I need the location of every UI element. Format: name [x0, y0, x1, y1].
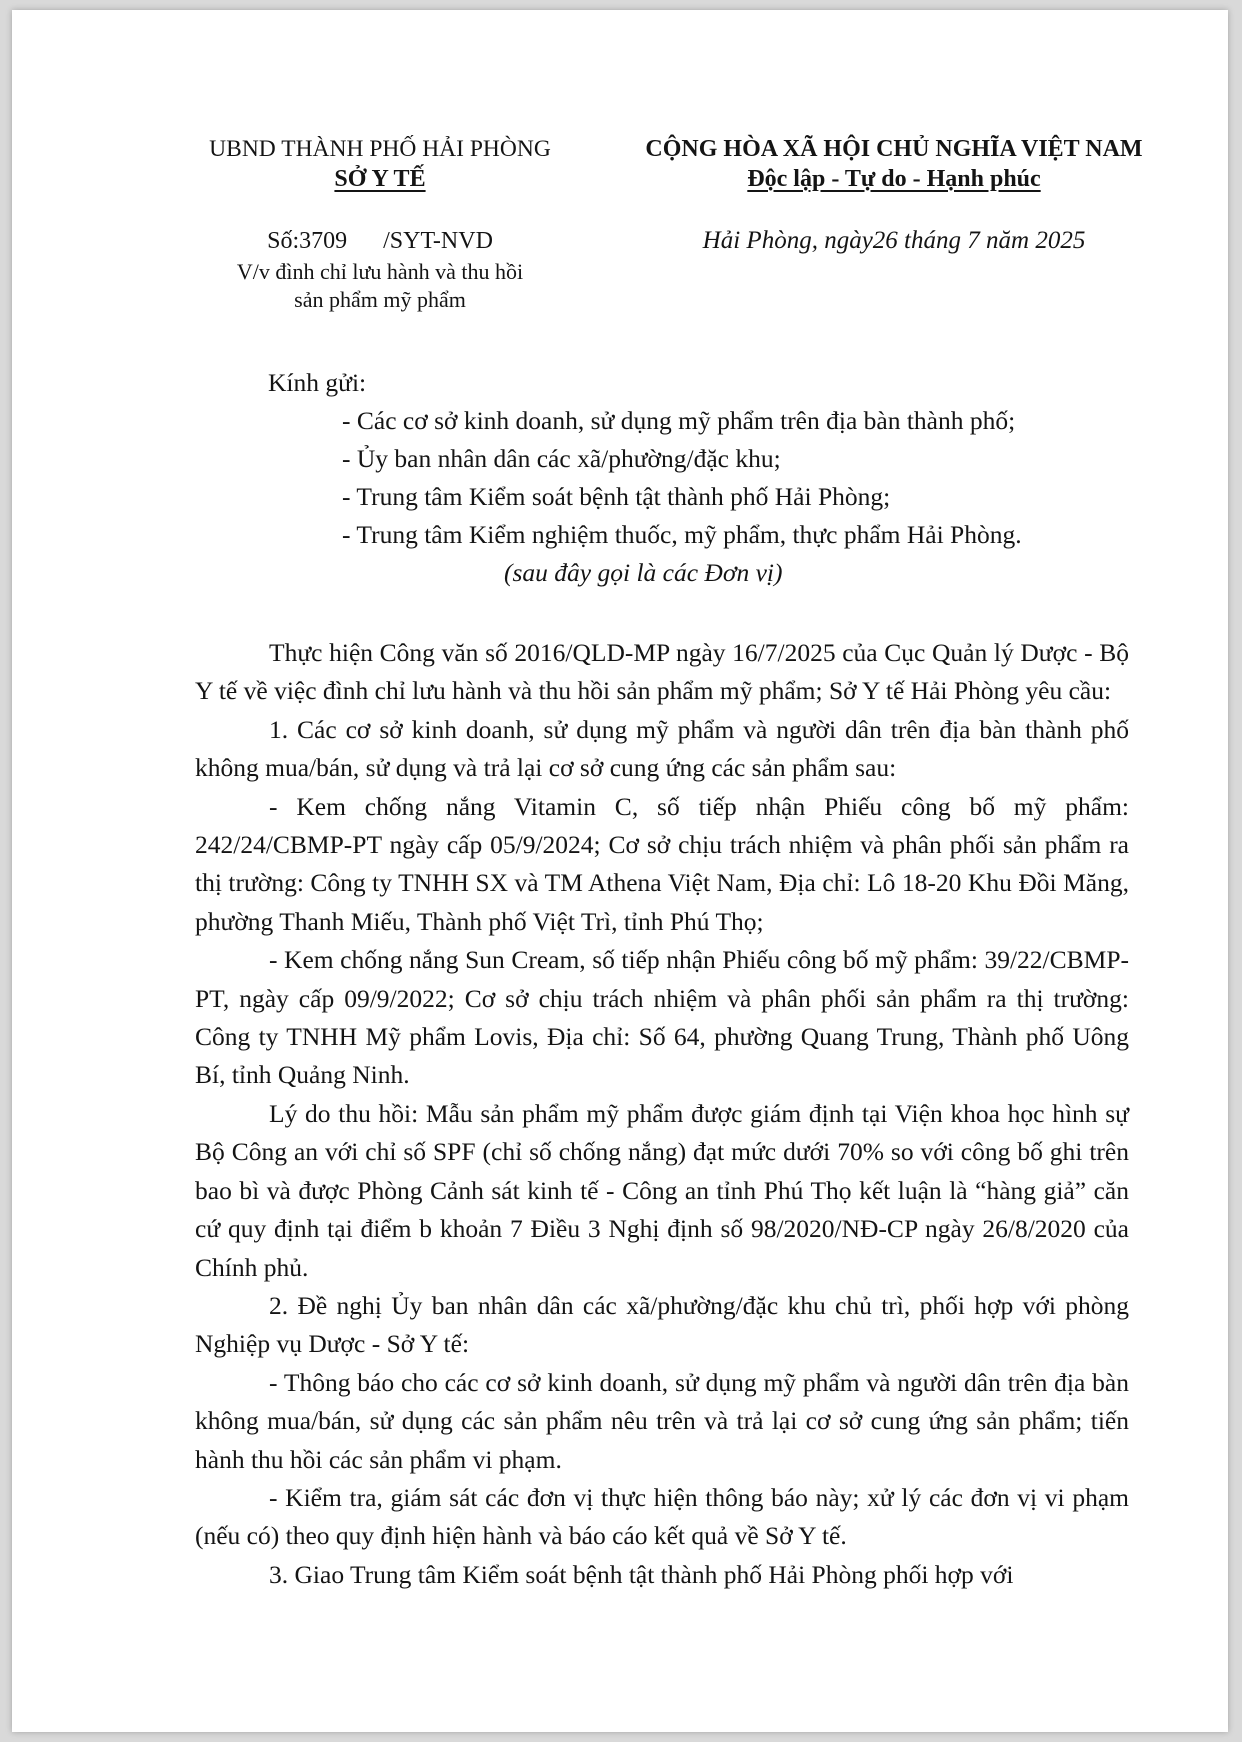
date-month: 7: [967, 227, 980, 254]
national-motto: Độc lập - Tự do - Hạnh phúc: [747, 166, 1041, 192]
document-subject: [180, 258, 580, 314]
body-paragraph: - Kiểm tra, giám sát các đơn vị thực hiện thông báo này; xử lý các đơn vị vi phạm (nếu có) theo quy định hiện hành và báo cáo kết quả về Sở Y tế.: [195, 1482, 1129, 1551]
document-number-suffix: /SYT-NVD: [383, 228, 493, 254]
recipients-block: [268, 364, 1168, 592]
body-paragraph: Lý do thu hồi: Mẫu sản phẩm mỹ phẩm được giám định tại Viện khoa học hình sự Bộ Công an với chỉ số SPF (chỉ số chống nắng) đạt mức dưới 70% so với công bố ghi trên bao bì và được Phòng Cảnh sát kinh tế - Công an tỉnh Phú Thọ kết luận là “hàng giả” căn cứ quy định tại điểm b khoản 7 Điều 3 Nghị định số 98/2020/NĐ-CP ngày 26/8/2020 của Chính phủ.: [195, 1098, 1129, 1282]
body-paragraph: 2. Đề nghị Ủy ban nhân dân các xã/phường/đặc khu chủ trì, phối hợp với phòng Nghiệp vụ Dược - Sở Y tế:: [195, 1290, 1129, 1359]
body-paragraph: - Kem chống nắng Sun Cream, số tiếp nhận Phiếu công bố mỹ phẩm: 39/22/CBMP-PT, ngày cấp 09/9/2022; Cơ sở chịu trách nhiệm và phân phối sản phẩm ra thị trường: Công ty TNHH Mỹ phẩm Lovis, Địa chỉ: Số 64, phường Quang Trung, Thành phố Uông Bí, tỉnh Quảng Ninh.: [195, 945, 1129, 1090]
issuer-organization: UBND THÀNH PHỐ HẢI PHÒNG: [209, 136, 551, 162]
recipients-hereafter-note: (sau đây gọi là các Đơn vị): [504, 558, 783, 587]
document-number: [180, 226, 580, 256]
recipient-item: - Trung tâm Kiểm soát bệnh tật thành phố Hải Phòng;: [342, 482, 891, 511]
body-paragraph: - Thông báo cho các cơ sở kinh doanh, sử dụng mỹ phẩm và người dân trên địa bàn không mua/bán, sử dụng các sản phẩm nêu trên và trả lại cơ sở cung ứng sản phẩm; tiến hành thu hồi các sản phẩm vi phạm.: [195, 1367, 1129, 1474]
date-day: 26: [872, 227, 898, 254]
date-year: 2025: [1035, 227, 1086, 254]
document-subject-line: sản phẩm mỹ phẩm: [294, 287, 466, 312]
document-date: [624, 226, 1164, 256]
recipient-item: - Các cơ sở kinh doanh, sử dụng mỹ phẩm trên địa bàn thành phố;: [342, 406, 1016, 435]
recipient-item: - Trung tâm Kiểm nghiệm thuốc, mỹ phẩm, thực phẩm Hải Phòng.: [342, 520, 1022, 549]
recipients-greeting: Kính gửi:: [268, 368, 367, 397]
document-number-prefix: Số:3709: [267, 228, 348, 254]
document-page: [12, 10, 1228, 1732]
nation-title: CỘNG HÒA XÃ HỘI CHỦ NGHĨA VIỆT NAM: [645, 136, 1143, 162]
body-paragraph: 3. Giao Trung tâm Kiểm soát bệnh tật thành phố Hải Phòng phối hợp với: [269, 1559, 1014, 1589]
document-body: [195, 634, 1129, 1594]
body-paragraph: 1. Các cơ sở kinh doanh, sử dụng mỹ phẩm và người dân trên địa bàn thành phố không mua/bán, sử dụng và trả lại cơ sở cung ứng các sản phẩm sau:: [195, 714, 1129, 783]
document-subject-line: V/v đình chỉ lưu hành và thu hồi: [236, 259, 524, 284]
date-year-label: năm: [986, 227, 1030, 254]
recipient-item: - Ủy ban nhân dân các xã/phường/đặc khu;: [342, 444, 781, 473]
issuer-department: SỞ Y TẾ: [334, 166, 426, 192]
issuer-block: [180, 134, 580, 194]
date-place: Hải Phòng, ngày: [702, 227, 873, 254]
national-heading: [624, 134, 1164, 194]
body-paragraph: - Kem chống nắng Vitamin C, số tiếp nhận Phiếu công bố mỹ phẩm: 242/24/CBMP-PT ngày cấp 05/9/2024; Cơ sở chịu trách nhiệm và phân phối sản phẩm ra thị trường: Công ty TNHH SX và TM Athena Việt Nam, Địa chỉ: Lô 18-20 Khu Đồi Măng, phường Thanh Miếu, Thành phố Việt Trì, tỉnh Phú Thọ;: [195, 791, 1129, 936]
body-paragraph: Thực hiện Công văn số 2016/QLD-MP ngày 16/7/2025 của Cục Quản lý Dược - Bộ Y tế về việc đình chỉ lưu hành và thu hồi sản phẩm mỹ phẩm; Sở Y tế Hải Phòng yêu cầu:: [195, 638, 1129, 706]
date-month-label: tháng: [904, 227, 961, 254]
